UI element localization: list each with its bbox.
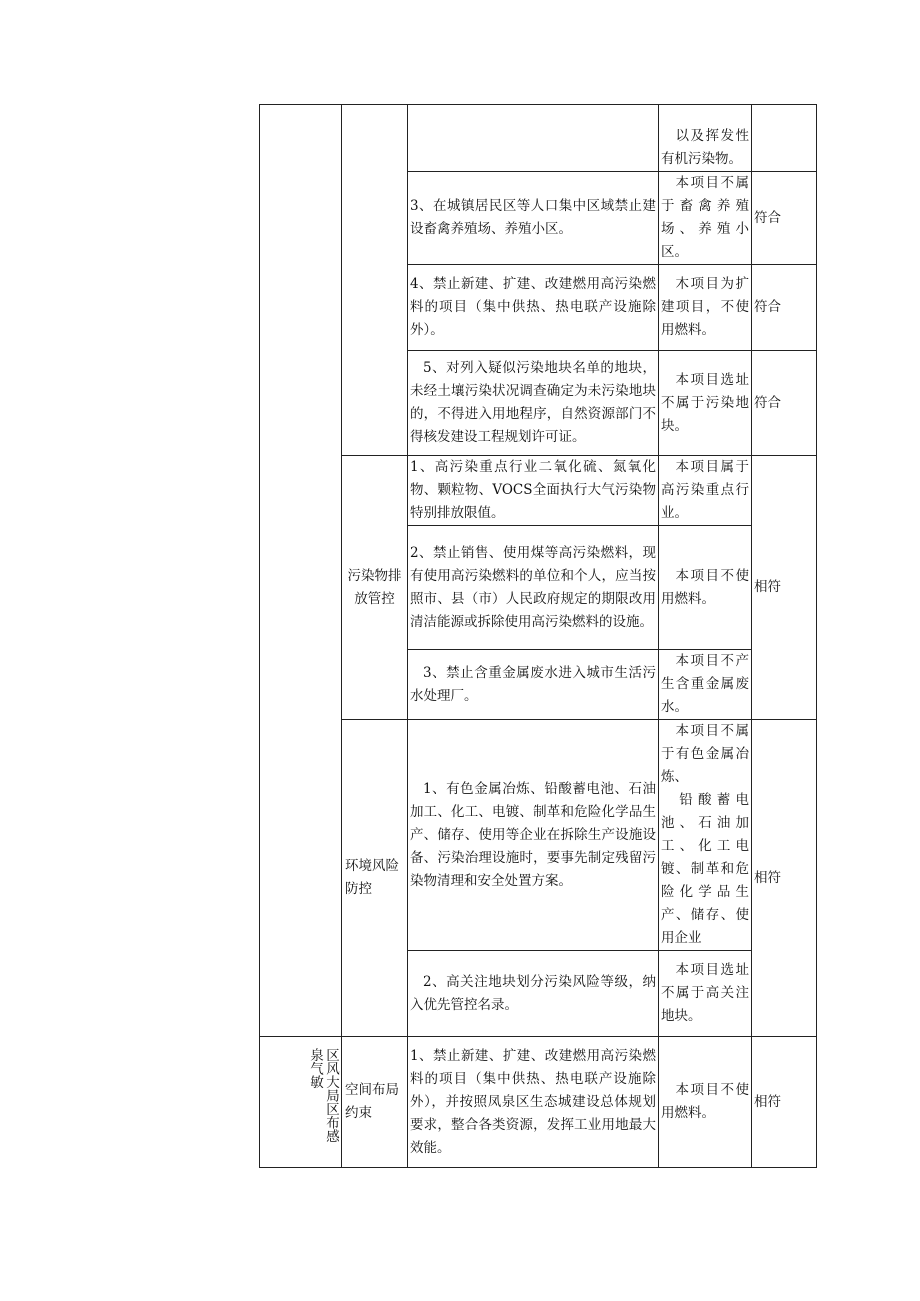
requirement-cell (408, 105, 659, 172)
requirement-cell: 5、对列入疑似污染地块名单的地块，未经土壤污染状况调查确定为未污染地块的，不得进入用地程序，自然资源部门不得核发建设工程规划许可证。 (408, 351, 659, 456)
project-cell: 本项目属于高污染重点行业。 (659, 456, 752, 526)
project-cell: 本项目不属于有色金属冶炼、 铅酸蓄电池、石油加工、化工电镀、制革和危险化学品生产、储存、使用企业 (659, 720, 752, 951)
project-cell: 木项目为扩建项目，不使用燃料。 (659, 265, 752, 351)
requirement-cell: 2、禁止销售、使用煤等高污染燃料，现有使用高污染燃料的单位和个人，应当按照市、县（市）人民政府规定的期限改用清洁能源或拆除使用高污染燃料的设施。 (408, 526, 659, 650)
project-cell: 以及挥发性有机污染物。 (659, 105, 752, 172)
result-cell: 符合 (752, 172, 817, 265)
category-cell: 区风大局区布感泉气敏 (260, 1037, 342, 1168)
requirement-cell: 3、禁止含重金属废水进入城市生活污水处理厂。 (408, 650, 659, 720)
result-cell: 符合 (752, 351, 817, 456)
result-cell: 相符 (752, 720, 817, 1037)
project-cell: 本项目不产生含重金属废水。 (659, 650, 752, 720)
table-row (260, 1037, 817, 1168)
result-cell: 相符 (752, 456, 817, 720)
table-row (260, 105, 817, 172)
table-row (260, 456, 817, 526)
result-cell: 符合 (752, 265, 817, 351)
requirement-cell: 4、禁止新建、扩建、改建燃用高污染燃料的项目（集中供热、热电联产设施除外）。 (408, 265, 659, 351)
requirement-cell: 1、有色金属冶炼、铅酸蓄电池、石油加工、化工、电镀、制革和危险化学品生产、储存、使用等企业在拆除生产设施设备、污染治理设施时，要事先制定残留污染物清理和安全处置方案。 (408, 720, 659, 951)
result-cell (752, 105, 817, 172)
category-cell (260, 105, 342, 1037)
subcategory-cell: 环境风险防控 (342, 720, 408, 1037)
project-cell: 本项目不使用燃料。 (659, 526, 752, 650)
compliance-table (259, 104, 817, 1168)
project-cell: 本项目不属于畜禽养殖场、养殖小区。 (659, 172, 752, 265)
requirement-cell: 1、高污染重点行业二氧化硫、氮氧化物、颗粒物、VOCS全面执行大气污染物特别排放限值。 (408, 456, 659, 526)
project-cell: 本项目选址不属于污染地块。 (659, 351, 752, 456)
result-cell: 相符 (752, 1037, 817, 1168)
requirement-cell: 1、禁止新建、扩建、改建燃用高污染燃料的项目（集中供热、热电联产设施除外），并按照凤泉区生态城建设总体规划要求，整合各类资源，发挥工业用地最大效能。 (408, 1037, 659, 1168)
project-cell: 本项目选址不属于高关注地块。 (659, 951, 752, 1037)
requirement-cell: 2、高关注地块划分污染风险等级，纳入优先管控名录。 (408, 951, 659, 1037)
project-cell: 本项目不使用燃料。 (659, 1037, 752, 1168)
subcategory-cell (342, 105, 408, 456)
table-row (260, 720, 817, 951)
subcategory-cell: 污染物排放管控 (342, 456, 408, 720)
subcategory-cell: 空间布局约束 (342, 1037, 408, 1168)
requirement-cell: 3、在城镇居民区等人口集中区域禁止建设畜禽养殖场、养殖小区。 (408, 172, 659, 265)
